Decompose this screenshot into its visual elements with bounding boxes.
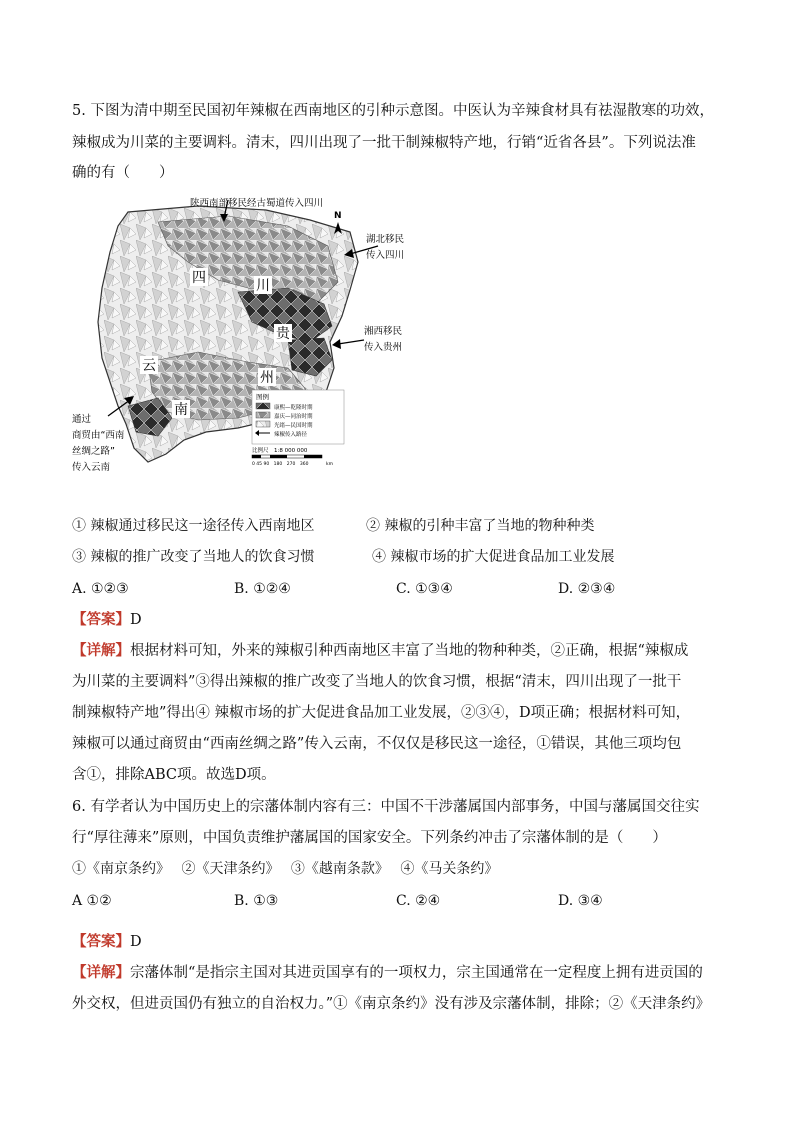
- q5-statement-2: ② 辣椒的引种丰富了当地的物种种类: [366, 518, 595, 534]
- legend-title: 图例: [256, 393, 269, 401]
- q5-detail-line-2: 为川菜的主要调料”③得出辣椒的推广改变了当地人的饮食习惯，根据“清末，四川出现了一批干: [72, 674, 682, 690]
- q6-option-c: C. ②④: [396, 893, 441, 909]
- legend-item-3: 光绪—民国时期: [274, 423, 313, 429]
- answer-tag: 【答案】: [72, 933, 130, 950]
- label-trade-3: 丝绸之路”: [72, 446, 115, 457]
- q5-detail-line-3: 制辣椒特产地”得出④ 辣椒市场的扩大促进食品加工业发展，②③④，D项正确；根据材料可知，: [72, 705, 691, 721]
- q5-detail-line-1: [72, 641, 688, 661]
- q5-detail-line-5: 含①，排除ABC项。故选D项。: [72, 767, 276, 783]
- label-trade-2: 商贸由“西南: [72, 430, 125, 441]
- q6-treaty-items: ①《南京条约》 ②《天津条约》 ③《越南条款》 ④《马关条约》: [72, 861, 499, 877]
- label-xiangxi-2: 传入贵州: [364, 342, 403, 353]
- q5-option-b: B. ①②④: [234, 581, 291, 597]
- q6-option-a: A ①②: [72, 893, 112, 909]
- detail-text: 宗藩体制“是指宗主国对其进贡国享有的一项权力，宗主国通常在一定程度上拥有进贡国的: [130, 965, 703, 981]
- scale-ticks: 0 45 90 180 270 360: [252, 462, 309, 467]
- q5-statement-4: ④ 辣椒市场的扩大促进食品加工业发展: [372, 549, 615, 565]
- scale-unit: km: [326, 462, 333, 467]
- q5-option-d: D. ②③④: [558, 581, 616, 597]
- q5-answer: [72, 610, 142, 630]
- legend-item-1: 康熙—乾隆时期: [274, 405, 313, 411]
- answer-value: D: [130, 934, 142, 950]
- province-nan: 南: [174, 402, 188, 418]
- legend-item-2: 嘉庆—同治时期: [274, 414, 313, 420]
- q6-detail-line-1: [72, 963, 703, 983]
- q5-statement-3: ③ 辣椒的推广改变了当地人的饮食习惯: [72, 549, 315, 565]
- q5-stem-line-3: 确的有（ ）: [72, 165, 174, 181]
- label-shaanxi-route: 陕西南部移民经古蜀道传入四川: [190, 198, 324, 209]
- q6-stem-line-1: 6. 有学者认为中国历史上的宗藩体制内容有三：中国不干涉藩属国内部事务，中国与藩属国交往实: [72, 799, 700, 815]
- detail-tag: 【详解】: [72, 964, 130, 981]
- province-si: 四: [192, 270, 206, 286]
- q6-option-b: B. ①③: [234, 893, 279, 909]
- answer-tag: 【答案】: [72, 611, 130, 628]
- label-xiangxi-1: 湘西移民: [364, 326, 403, 337]
- q5-statement-1: ① 辣椒通过移民这一途径传入西南地区: [72, 518, 315, 534]
- label-hubei-2: 传入四川: [366, 250, 405, 261]
- answer-value: D: [130, 612, 142, 628]
- q5-stem-line-1: 5. 下图为清中期至民国初年辣椒在西南地区的引种示意图。中医认为辛辣食材具有祛湿散寒的功效，: [72, 103, 714, 119]
- province-gui: 贵: [276, 326, 290, 342]
- province-chuan: 川: [256, 278, 270, 294]
- scale-ratio: 比例尺 1:8 000 000: [252, 448, 308, 454]
- q5-option-c: C. ①③④: [396, 581, 453, 597]
- q5-detail-line-4: 辣椒可以通过商贸由“西南丝绸之路”传入云南，不仅仅是移民这一途径，①错误，其他三项均包: [72, 736, 682, 752]
- detail-tag: 【详解】: [72, 642, 130, 659]
- q5-option-a: A. ①②③: [72, 581, 129, 597]
- q6-stem-line-2: 行“厚往薄来”原则，中国负责维护藩属国的国家安全。下列条约冲击了宗藩体制的是（ ）: [72, 830, 667, 846]
- q5-stem-line-2: 辣椒成为川菜的主要调料。清末，四川出现了一批干制辣椒特产地，行销“近省各县”。下列说法准: [72, 135, 696, 151]
- label-trade-1: 通过: [72, 414, 92, 425]
- legend-item-4: 辣椒传入路径: [274, 432, 308, 438]
- q6-option-d: D. ③④: [558, 893, 603, 909]
- label-hubei-1: 湖北移民: [366, 234, 405, 245]
- q6-detail-line-2: 外交权，但进贡国仍有独立的自治权力。”①《南京条约》没有涉及宗藩体制，排除；②《天津条约》: [72, 996, 711, 1012]
- north-label: N: [334, 211, 342, 221]
- province-yun: 云: [142, 358, 156, 374]
- q6-answer: [72, 932, 142, 952]
- arrow-xiangxi: [338, 340, 364, 344]
- detail-text: 根据材料可知，外来的辣椒引种西南地区丰富了当地的物种种类，②正确，根据“辣椒成: [130, 643, 689, 659]
- label-trade-4: 传入云南: [72, 462, 111, 473]
- province-zhou: 州: [260, 370, 274, 386]
- chili-introduction-map: [72, 192, 406, 473]
